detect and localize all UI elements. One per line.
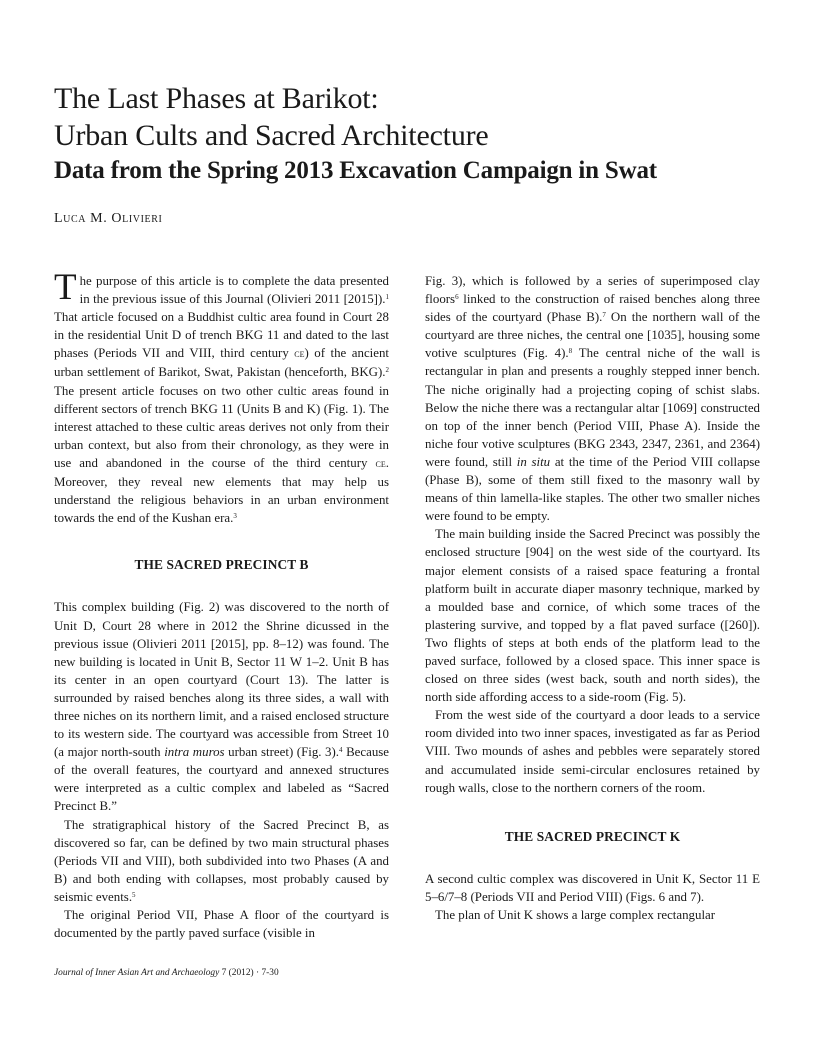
intro-text-3: ) of the ancient urban settlement of Barikot, Swat, Pakistan (henceforth, BKG). bbox=[54, 346, 389, 380]
section-heading-precinct-b: THE SACRED PRECINCT B bbox=[134, 557, 309, 573]
paragraph-k2: The plan of Unit K shows a large complex rectangular bbox=[435, 908, 716, 922]
footnote-ref-5[interactable]: 5 bbox=[132, 890, 136, 899]
page-footer bbox=[54, 968, 279, 978]
era-abbrev-1: ce bbox=[294, 348, 305, 361]
paragraph-b3: The original Period VII, Phase A floor of the courtyard is documented by the partly paved surface (visible in bbox=[54, 908, 389, 941]
era-abbrev-2: ce bbox=[375, 457, 386, 470]
paragraph-k1: A second cultic complex was discovered in Unit K, Sector 11 E 5–6/7–8 (Periods VII and Period VIII) (Figs. 6 and 7). bbox=[425, 871, 760, 904]
para-b1-text-c: Because of the overall features, the courtyard and annexed structures were interpreted as a cultic complex and labeled as “Sacred Precinct B.” bbox=[54, 745, 390, 814]
para-r1-text-a: Fig. 3), which is followed by a series of superimposed clay floors bbox=[425, 274, 760, 307]
para-r1-text-b: linked to the construction of raised benches along three sides of the courtyard (Phase B). bbox=[425, 292, 760, 325]
right-column bbox=[425, 272, 760, 924]
para-r1-text-d: The central niche of the wall is rectangular in plan and presents a roughly stepped inner bench. The niche originally had a projecting coping of schist slabs. Below the niche there was a rectangular altar [1069] constructed on top of the inner bench (Period VIII, Phase A). Inside the niche four votive sculptures (BKG 2343, 2347, 2361, and 2364) were found, still bbox=[425, 346, 761, 469]
para-b1-text-a: This complex building (Fig. 2) was discovered to the north of Unit D, Court 28 where in 2012 the Shrine dicussed in the previous issue (Olivieri 2011 [2015], pp. 8–12) was found. The new building is located in Unit B, Sector 11 W 1–2. Unit B has its center in an open courtyard (Court 13). The latter is surrounded by raised benches along its three sides, a wall with three niches on its northern limit, and a raised enclosed structure to its western side. The courtyard was accessible from Street 10 (a major north-south bbox=[54, 600, 389, 760]
journal-name: Journal of Inner Asian Art and Archaeology bbox=[54, 968, 220, 978]
title-line-1: The Last Phases at Barikot: bbox=[54, 82, 379, 115]
section-heading-precinct-k: THE SACRED PRECINCT K bbox=[504, 828, 681, 844]
footnote-ref-8[interactable]: 8 bbox=[568, 347, 573, 356]
footnote-ref-7[interactable]: 7 bbox=[602, 311, 606, 320]
article-subtitle: Data from the Spring 2013 Excavation Campaign in Swat bbox=[54, 157, 657, 184]
article-title bbox=[54, 80, 774, 154]
para-r1-italic: in situ bbox=[516, 454, 551, 469]
footnote-ref-2[interactable]: 2 bbox=[385, 366, 389, 375]
footnote-ref-1[interactable]: 1 bbox=[385, 293, 389, 302]
author-name: Luca M. Olivieri bbox=[54, 211, 163, 226]
intro-text-5: . Moreover, they reveal new elements that may help us understand the religious behaviors in an urban environment towards the end of the Kushan era. bbox=[54, 455, 389, 526]
footnote-ref-6[interactable]: 6 bbox=[455, 293, 459, 302]
intro-text-2: That article focused on a Buddhist cultic area found in Court 28 in the residential Unit D of trench BKG 11 and dated to the last phases (Periods VII and VIII, third century bbox=[54, 310, 389, 361]
para-b1-italic: intra muros bbox=[164, 745, 225, 760]
paragraph-r1 bbox=[425, 272, 760, 525]
paragraph-b1 bbox=[54, 598, 389, 815]
journal-issue: 7 (2012) · 7-30 bbox=[219, 968, 279, 978]
intro-text-4: The present article focuses on two other cultic areas found in different sectors of trench BKG 11 (Units B and K) (Fig. 1). The interest attached to these cultic areas derives not only from their urban context, but also from their chronology, as they were in use and abandoned in the course of the third century bbox=[54, 383, 389, 470]
para-r1-text-c: On the northern wall of the courtyard are three niches, the central one [1035], housing some votive sculptures (Fig. 4). bbox=[425, 310, 760, 361]
drop-cap: T bbox=[54, 267, 77, 308]
para-r1-text-e: at the time of the Period VIII collapse (Phase B), some of them still fixed to the masonry wall by means of thin lamella-like staples. The other two smaller niches were found to be empty. bbox=[425, 454, 761, 524]
para-b2-text: The stratigraphical history of the Sacred Precinct B, as discovered so far, can be defined by two main structural phases (Periods VII and VIII), both subdivided into two Phases (A and B) and both ending with collapses, most probably caused by seismic events. bbox=[54, 817, 389, 904]
intro-paragraph bbox=[54, 267, 389, 527]
paragraph-r3: From the west side of the courtyard a door leads to a service room divided into two inner spaces, investigated as far as Period VIII. Two mounds of ashes and pebbles were separately stored and accumulated inside semi-circular enclosures retained by rough walls, close to the northern corners of the room. bbox=[425, 708, 760, 795]
footnote-ref-4[interactable]: 4 bbox=[339, 746, 343, 755]
paragraph-b2 bbox=[54, 816, 389, 906]
left-column bbox=[54, 267, 390, 942]
paragraph-r2: The main building inside the Sacred Precinct was possibly the enclosed structure [904] on the west side of the courtyard. Its major element consists of a raised space featuring a frontal platform built in accurate diaper masonry technique, marked by a moulded base and cornice, of which some traces of the plastering survive, and topped by a flat paved surface ([260]). Two flights of steps at both ends of the platform lead to the paved surface, followed by a closed space. This inner space is closed on three sides (west back, south and north sides), the north side affording access to a side-room (Fig. 5). bbox=[425, 527, 760, 705]
para-b1-text-b: urban street) (Fig. 3). bbox=[224, 745, 340, 760]
footnote-ref-3[interactable]: 3 bbox=[233, 512, 237, 521]
title-line-2: Urban Cults and Sacred Architecture bbox=[54, 119, 489, 152]
intro-text-1: he purpose of this article is to complete the data presented in the previous issue of this Journal (Olivieri 2011 [2015]). bbox=[79, 274, 389, 307]
